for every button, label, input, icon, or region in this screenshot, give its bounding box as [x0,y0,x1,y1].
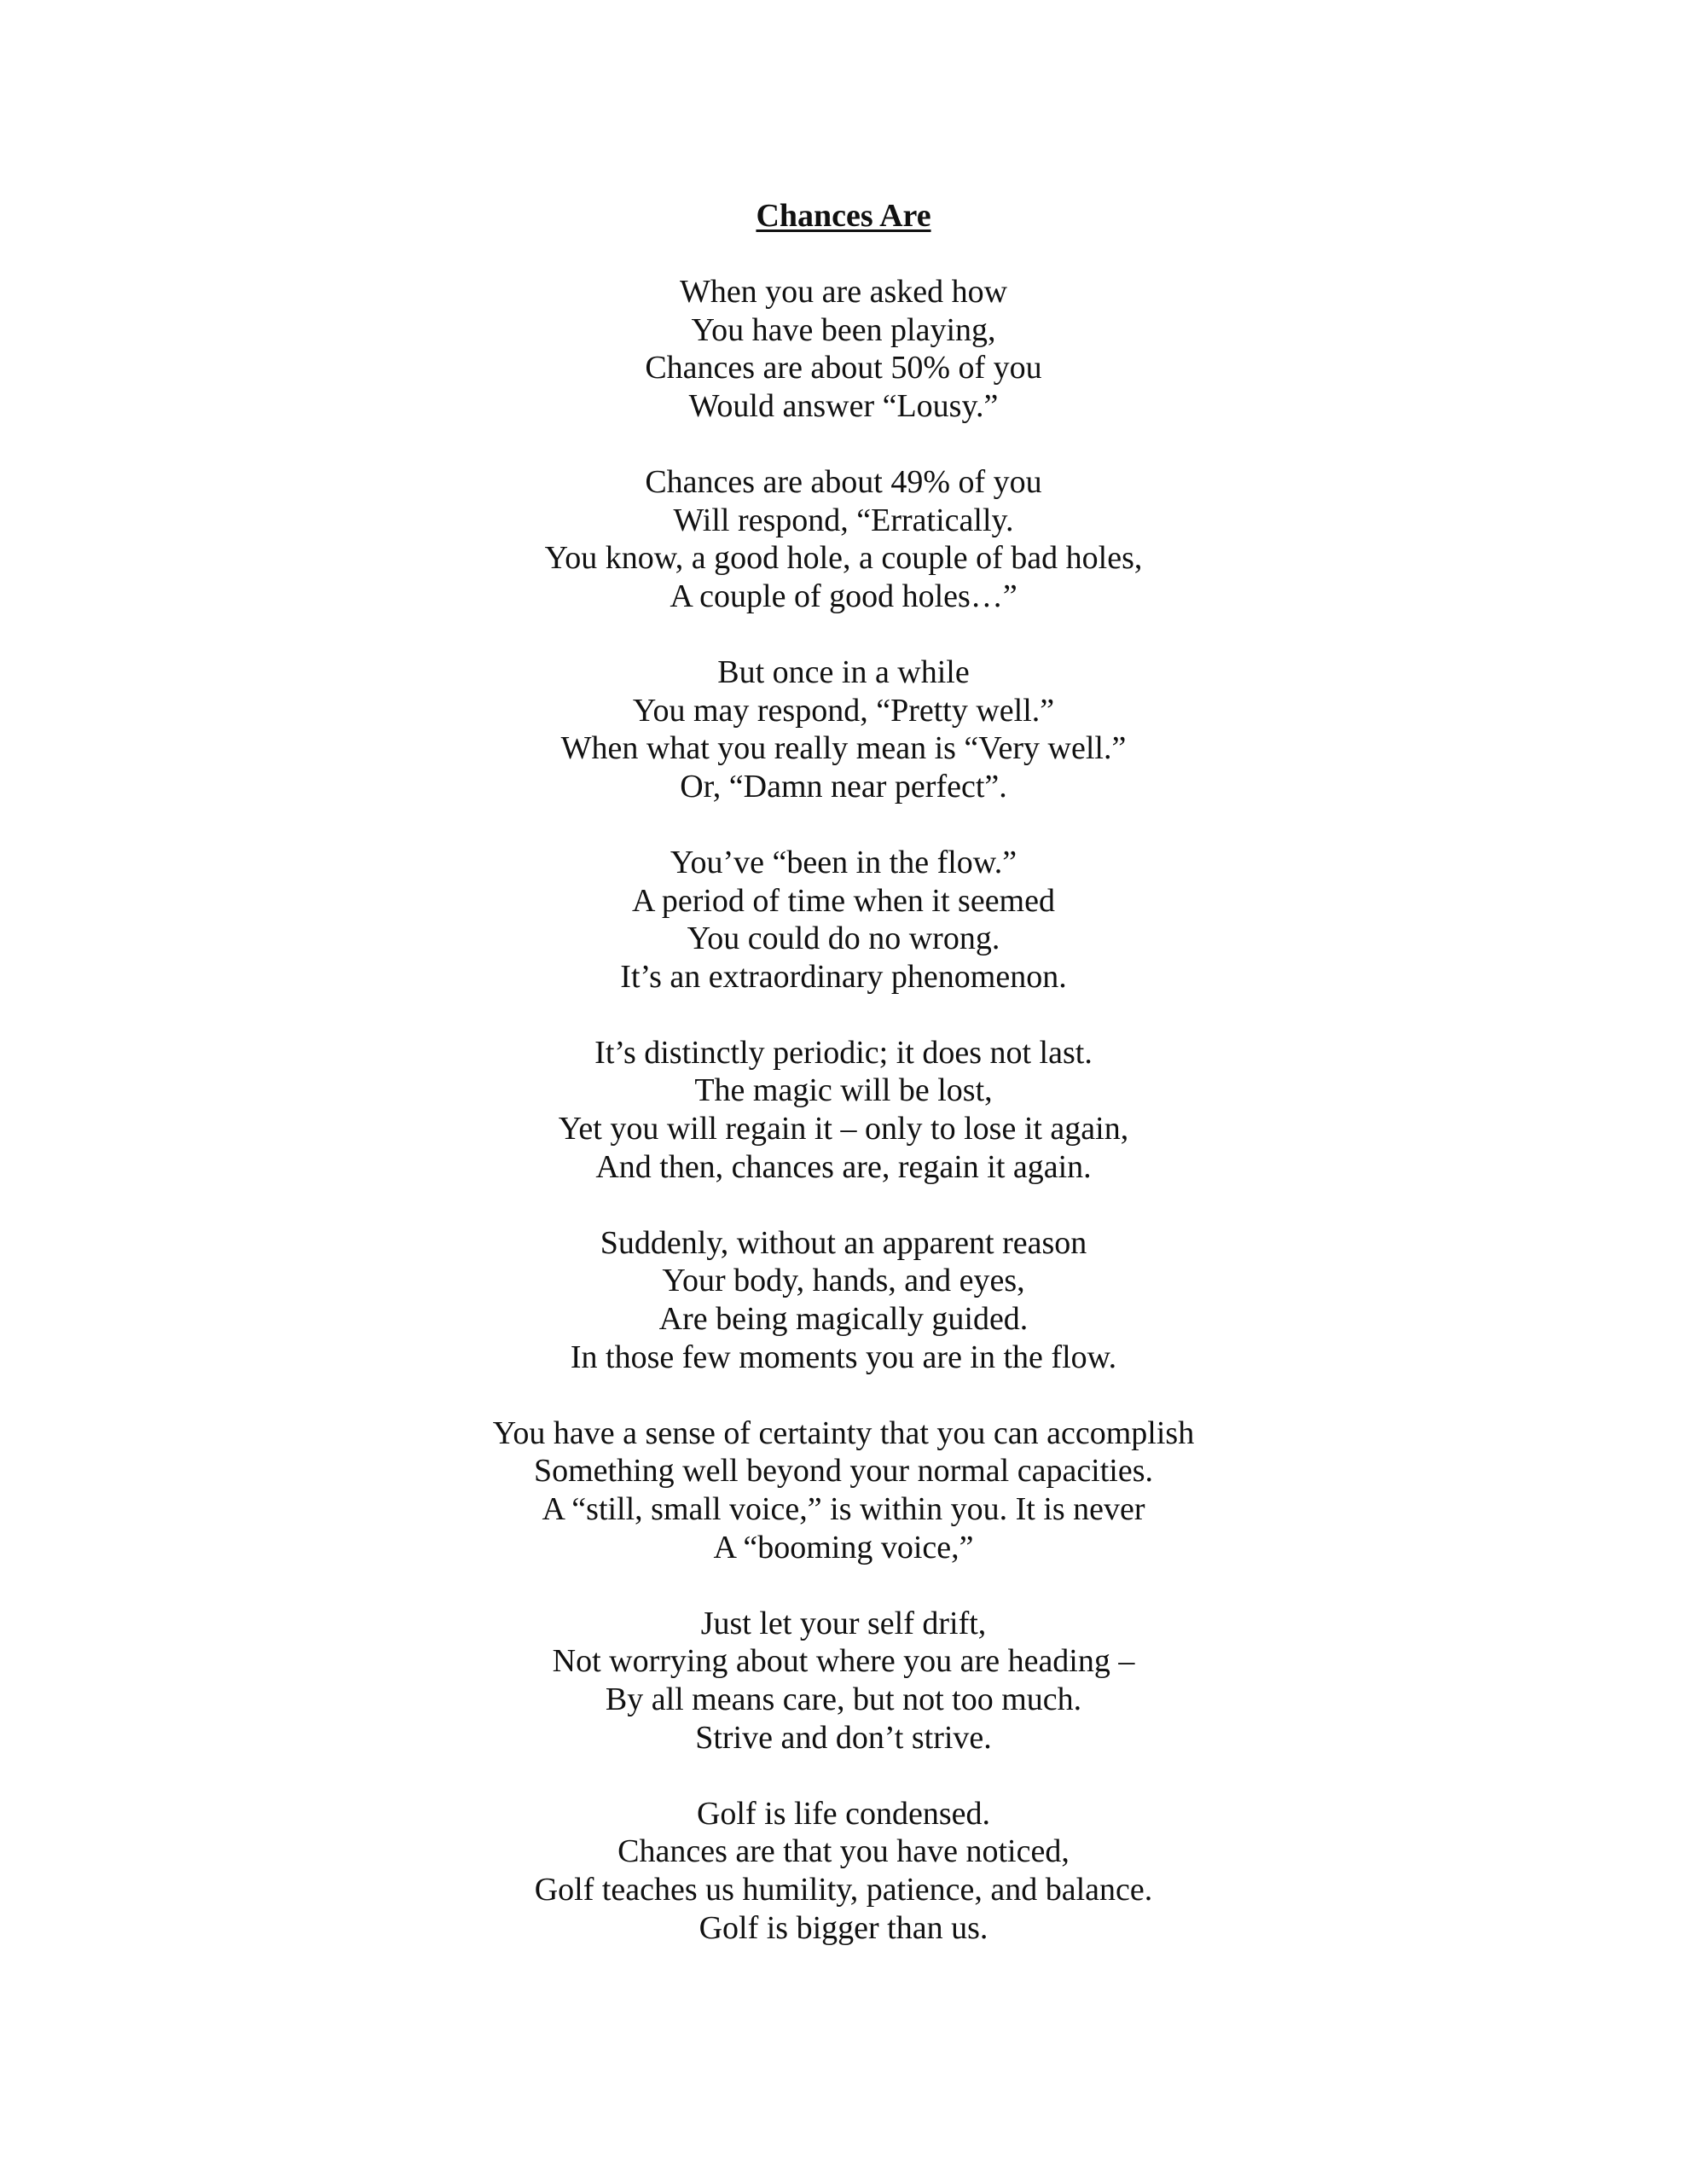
poem-line: You have a sense of certainty that you can accomplish [492,1414,1195,1451]
poem-line: You’ve “been in the flow.” [670,844,1017,880]
stanza [0,1795,1687,1947]
poem-line: You could do no wrong. [687,921,1000,957]
poem-line: It’s an extraordinary phenomenon. [620,958,1067,995]
poem-line: You know, a good hole, a couple of bad holes, [544,540,1143,577]
poem-line: Suddenly, without an apparent reason [600,1224,1087,1261]
poem-line: The magic will be lost, [694,1072,993,1109]
poem-title-text: Chances Are [756,198,931,234]
poem-line: And then, chances are, regain it again. [595,1148,1092,1185]
poem-line: Just let your self drift, [700,1605,987,1641]
poem-line: Something well beyond your normal capacities. [533,1453,1154,1490]
poem-line: Will respond, “Erratically. [673,502,1014,538]
poem-line: A couple of good holes…” [670,578,1017,614]
poem-line: Chances are that you have noticed, [617,1833,1070,1870]
poem-line: Golf teaches us humility, patience, and balance. [534,1871,1153,1908]
stanza [0,1034,1687,1186]
stanza [0,273,1687,425]
stanza [0,1224,1687,1376]
poem-title [0,195,1687,237]
poem-line: In those few moments you are in the flow. [570,1339,1117,1375]
stanza [0,1605,1687,1757]
poem-line: Would answer “Lousy.” [688,387,999,424]
poem-line: Golf is life condensed. [696,1795,991,1832]
poem-line: A “booming voice,” [713,1529,974,1565]
poem-line: Strive and don’t strive. [695,1719,992,1756]
poem-line: But once in a while [717,653,970,690]
poem-line: Golf is bigger than us. [699,1909,988,1946]
poem-line: You have been playing, [691,311,996,348]
poem-body [0,273,1687,1985]
poem-line: It’s distinctly periodic; it does not last. [594,1034,1093,1071]
poem-line: By all means care, but not too much. [605,1681,1082,1717]
poem-line: When you are asked how [679,274,1008,310]
poem-line: A period of time when it seemed [632,882,1055,919]
stanza [0,1414,1687,1566]
poem-line: When what you really mean is “Very well.” [560,730,1127,767]
poem-line: Your body, hands, and eyes, [662,1263,1025,1299]
stanza [0,463,1687,615]
poem-line: A “still, small voice,” is within you. It is never [542,1491,1145,1527]
poem-line: Yet you will regain it – only to lose it again, [558,1111,1129,1147]
stanza [0,844,1687,996]
poem-line: Chances are about 50% of you [645,350,1042,386]
stanza [0,653,1687,805]
poem-line: Or, “Damn near perfect”. [680,768,1007,804]
poem-line: Are being magically guided. [658,1301,1029,1338]
poem-line: You may respond, “Pretty well.” [632,692,1055,729]
poem-line: Chances are about 49% of you [645,463,1042,500]
poem-line: Not worrying about where you are heading – [552,1643,1135,1680]
